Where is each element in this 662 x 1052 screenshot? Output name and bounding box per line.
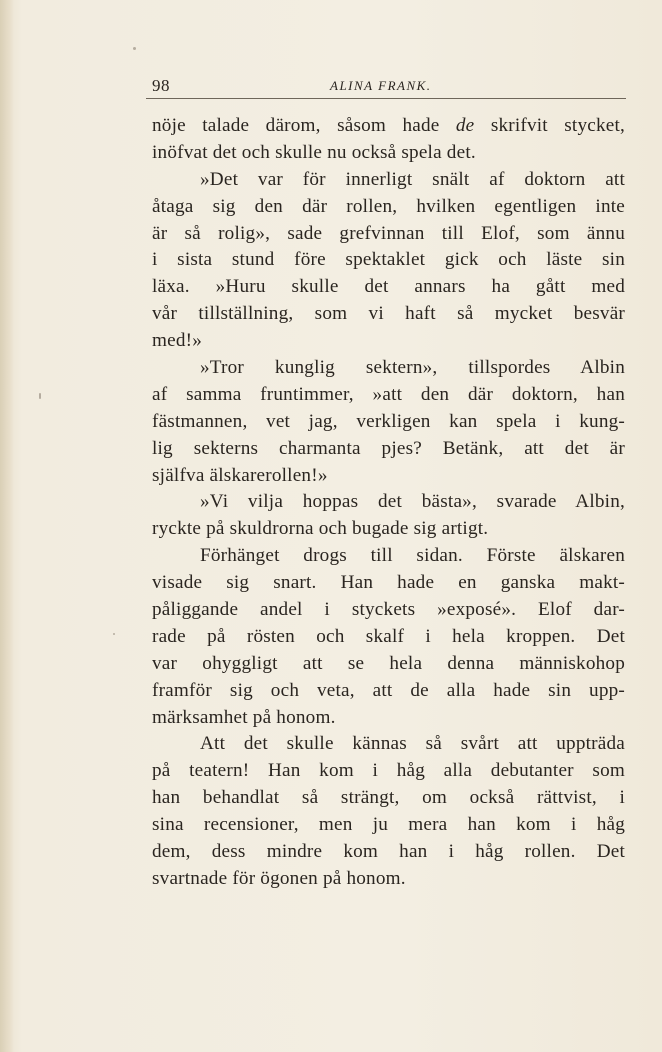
page-header bbox=[152, 76, 625, 100]
text-line: svartnade för ögonen på honom. bbox=[152, 867, 406, 889]
text-line: »Vi vilja hoppas det bästa», svarade Albin, bbox=[200, 491, 625, 513]
text-line: han behandlat så strängt, om också rättvist, i bbox=[152, 787, 625, 809]
text-line: åtaga sig den där rollen, hvilken egentligen inte bbox=[152, 195, 625, 217]
text-line: rade på rösten och skalf i hela kroppen. Det bbox=[152, 625, 625, 647]
text-line: var ohyggligt att se hela denna människohop bbox=[152, 652, 625, 674]
text-line: själfva älskarerollen!» bbox=[152, 464, 328, 486]
text-line: sina recensioner, men ju mera han kom i håg bbox=[152, 814, 625, 836]
text-line: med!» bbox=[152, 330, 203, 352]
text-line: påliggande andel i styckets »exposé». Elof dar- bbox=[152, 599, 625, 621]
text-line: »Tror kunglig sektern», tillspordes Albin bbox=[200, 357, 625, 379]
text-line: läxa. »Huru skulle det annars ha gått med bbox=[152, 276, 625, 298]
text-line: visade sig snart. Han hade en ganska makt- bbox=[152, 572, 625, 594]
text-line: dem, dess mindre kom han i håg rollen. Det bbox=[152, 841, 625, 863]
paper-speck bbox=[113, 633, 115, 635]
text-line: Att det skulle kännas så svårt att uppträda bbox=[200, 733, 625, 755]
text-line: Förhänget drogs till sidan. Förste älskaren bbox=[200, 545, 625, 567]
page-binding-edge bbox=[0, 0, 14, 1052]
text-line: lig sekterns charmanta pjes? Betänk, att det är bbox=[152, 437, 625, 459]
text-line: i sista stund före spektaklet gick och läste sin bbox=[152, 249, 625, 271]
text-line: ryckte på skuldrorna och bugade sig artigt. bbox=[152, 518, 489, 540]
paper-speck bbox=[133, 47, 136, 50]
page-number: 98 bbox=[152, 76, 170, 95]
header-rule bbox=[146, 98, 626, 99]
text-line: nöje talade därom, såsom hade de skrifvit stycket, bbox=[152, 115, 625, 136]
text-line: är så rolig», sade grefvinnan till Elof, som ännu bbox=[152, 222, 625, 244]
text-line: vår tillställning, som vi haft så mycket besvär bbox=[152, 303, 625, 325]
paper-speck bbox=[39, 393, 41, 399]
text-line: af samma fruntimmer, »att den där doktorn, han bbox=[152, 383, 625, 405]
text-line: märksamhet på honom. bbox=[152, 706, 336, 728]
text-line: framför sig och veta, att de alla hade sin upp- bbox=[152, 679, 625, 701]
body-text bbox=[152, 113, 625, 893]
text-line: på teatern! Han kom i håg alla debutanter som bbox=[152, 760, 625, 782]
text-line: inöfvat det och skulle nu också spela det. bbox=[152, 141, 476, 163]
text-line: »Det var för innerligt snält af doktorn att bbox=[200, 168, 625, 190]
running-title: ALINA FRANK. bbox=[330, 78, 432, 93]
text-line: fästmannen, vet jag, verkligen kan spela i kung- bbox=[152, 410, 625, 432]
